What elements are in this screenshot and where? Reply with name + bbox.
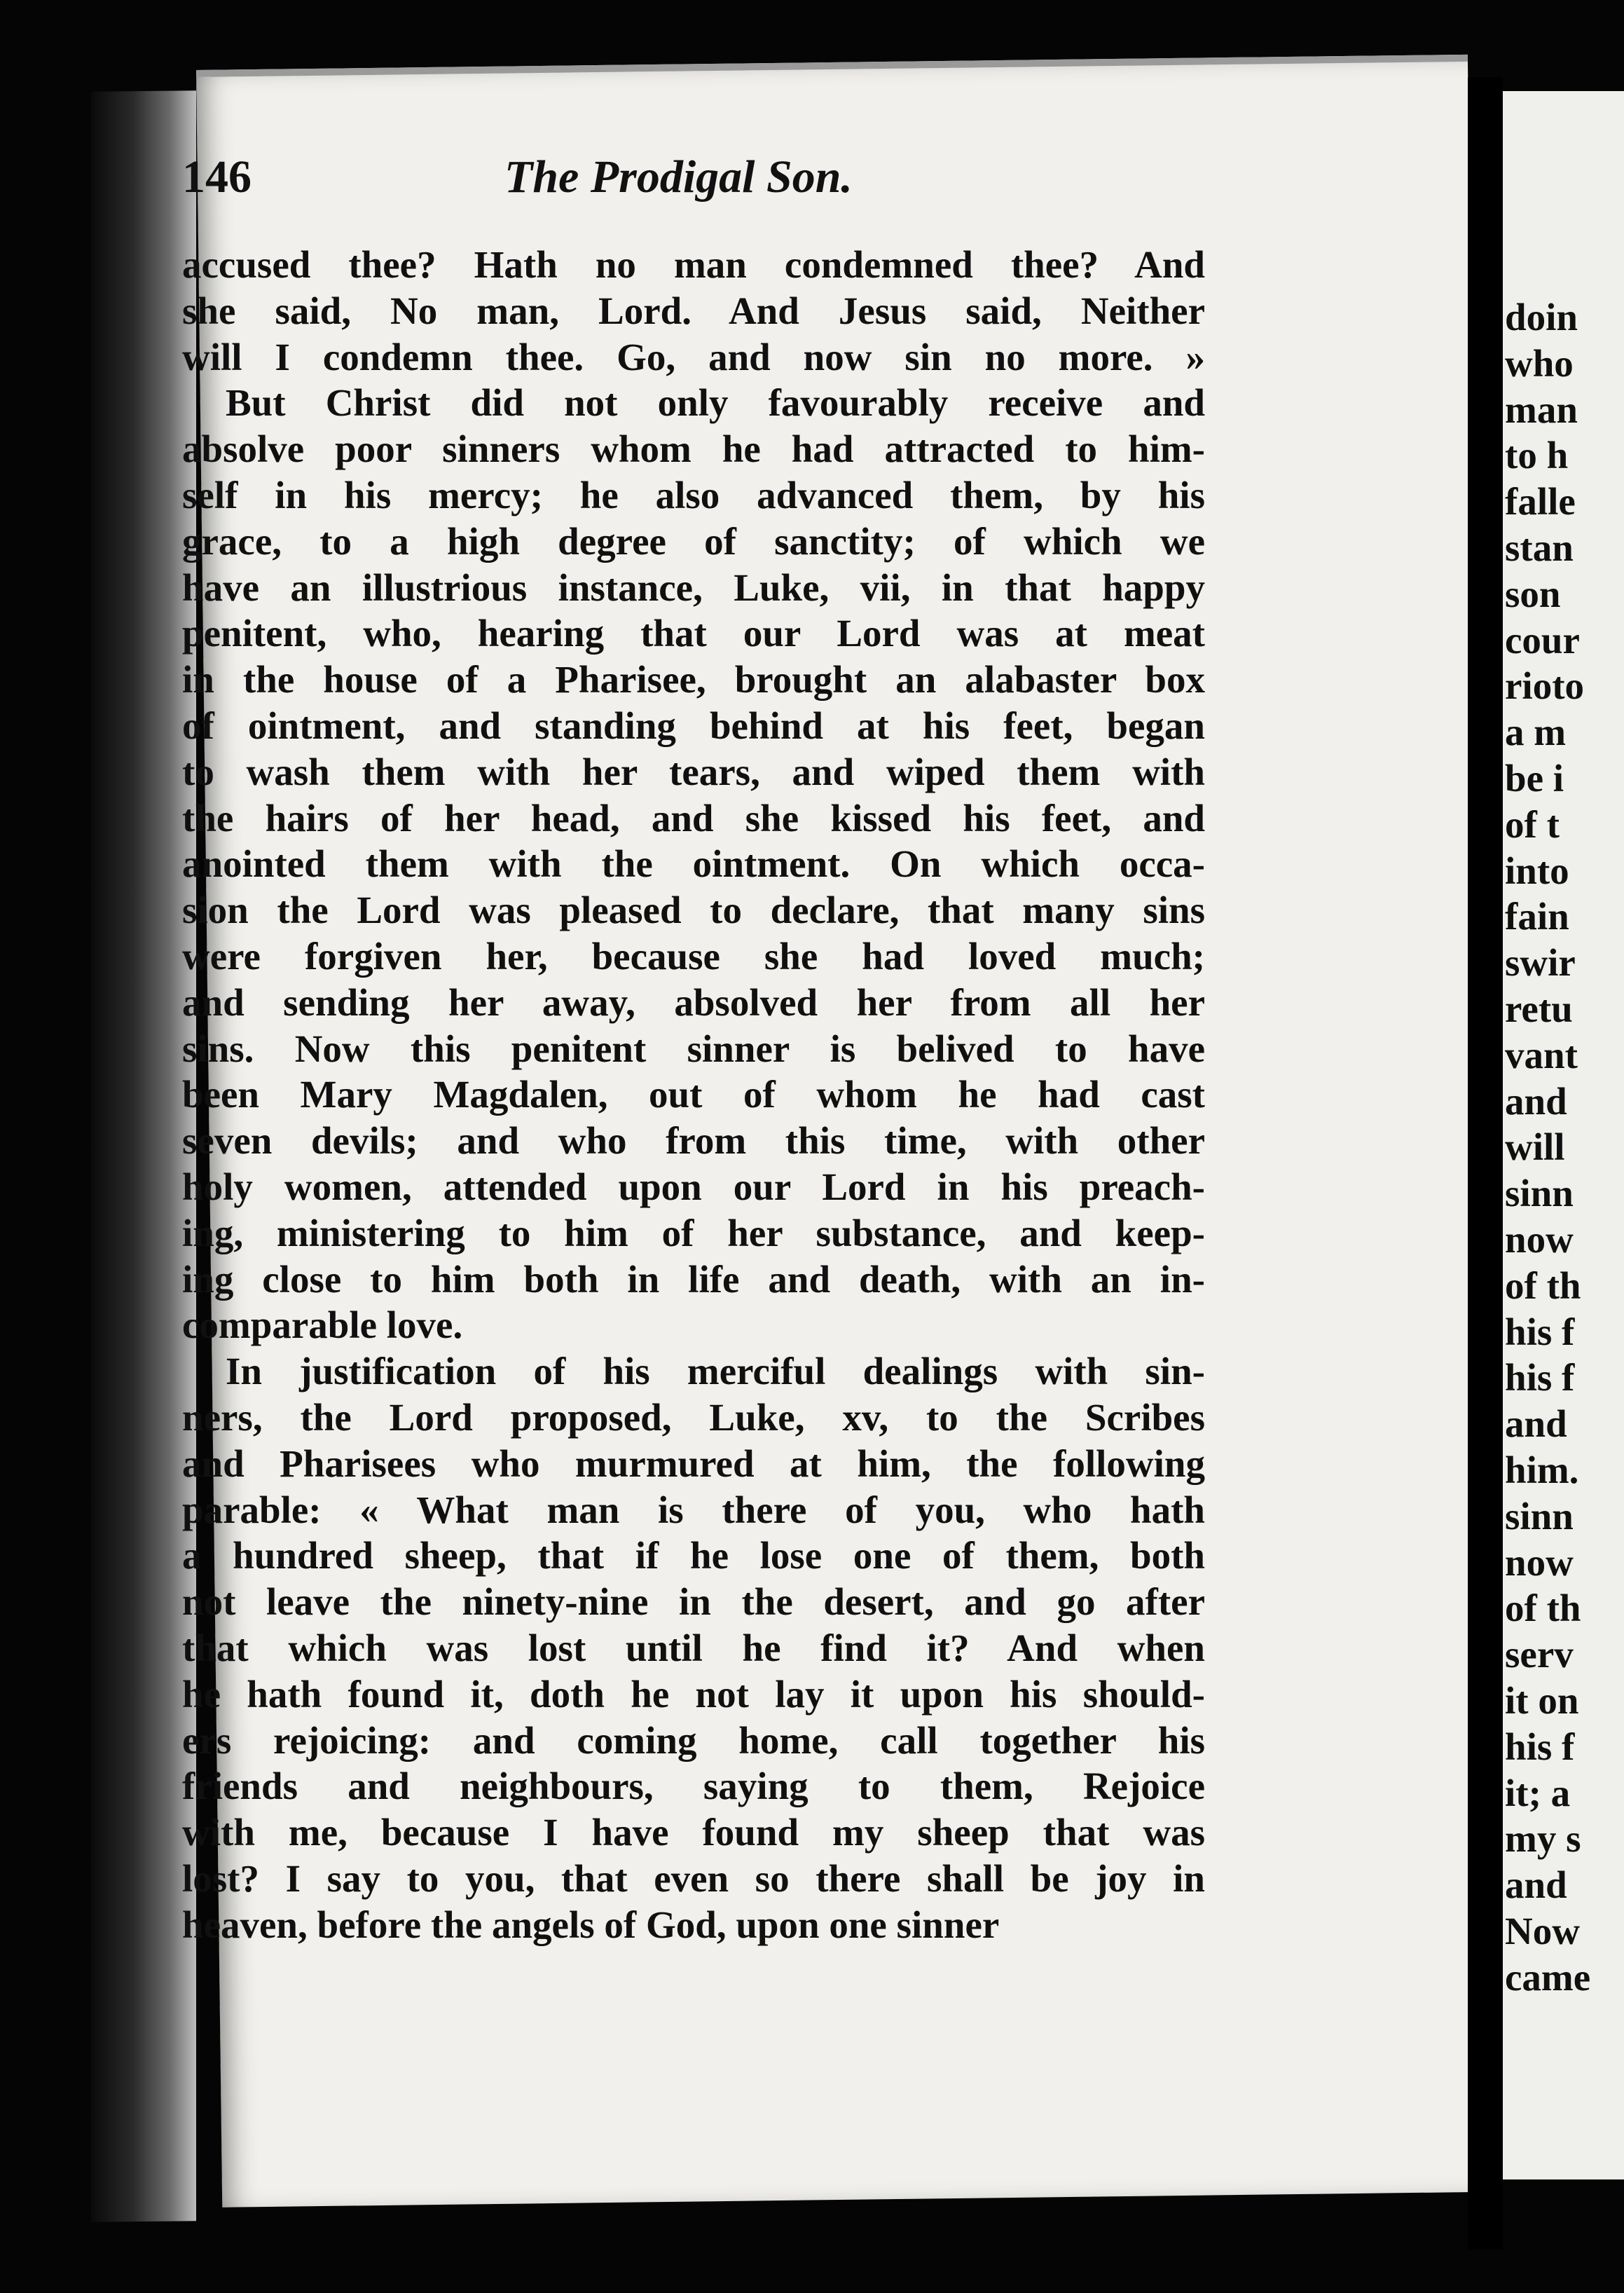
right-page-line: of t [1505,802,1560,846]
text-line: But Christ did not only favourably receive and [226,381,1205,425]
text-line: holy women, attended upon our Lord in his preach- [182,1165,1205,1208]
text-line: she said, No man, Lord. And Jesus said, Neither [182,289,1205,332]
text-line: absolve poor sinners whom he had attracted to him- [182,427,1205,471]
text-line: ners, the Lord proposed, Luke, xv, to the Scribes [182,1395,1205,1439]
text-line: were forgiven her, because she had loved much; [182,934,1205,978]
right-page-line: doin [1505,296,1578,338]
right-page-line: to h [1505,434,1569,477]
right-page-line: fain [1505,895,1569,938]
text-line: and sending her away, absolved her from all her [182,980,1205,1024]
text-line: sins. Now this penitent sinner is belived to have [182,1027,1205,1070]
text-line: ers rejoicing: and coming home, call together his [182,1718,1205,1762]
text-line: in the house of a Pharisee, brought an alabaster box [182,658,1205,701]
right-page-line: falle [1505,480,1576,523]
right-page-line: sinn [1505,1494,1574,1538]
right-page-line: and [1505,1402,1567,1446]
right-page-line: who [1505,341,1574,385]
text-line: parable: « What man is there of you, who hath [182,1488,1205,1531]
right-page-line: his f [1505,1310,1575,1353]
right-page-line: vant [1505,1033,1578,1076]
right-page-line: his f [1505,1356,1575,1399]
text-line: been Mary Magdalen, out of whom he had cast [182,1073,1205,1116]
right-page-text [1505,294,1624,2000]
right-page-line: his f [1505,1725,1575,1768]
book-spine-shadow [91,90,196,2222]
right-page-line: sinn [1505,1172,1574,1215]
right-page-line: stan [1505,526,1574,569]
right-page-line: now [1505,1217,1574,1261]
text-line: In justification of his merciful dealings with sin- [226,1350,1205,1393]
right-page-line: a m [1505,711,1567,754]
text-line: ing, ministering to him of her substance, and keep- [182,1211,1205,1254]
right-page-line: swir [1505,941,1576,985]
text-line: friends and neighbours, saying to them, Rejoice [182,1765,1205,1808]
right-page-line: man [1505,388,1578,431]
right-page-line: rioto [1505,664,1585,708]
text-line: anointed them with the ointment. On which occa- [182,842,1205,886]
page-header [182,151,1093,235]
text-line: of ointment, and standing behind at his feet, began [182,704,1205,747]
text-line: sion the Lord was pleased to declare, that many sins [182,889,1205,932]
body-text [182,242,1205,1948]
right-page-line: and [1505,1079,1567,1123]
text-line: heaven, before the angels of God, upon one sinner [182,1903,1000,1946]
text-line: he hath found it, doth he not lay it upon his should- [182,1672,1205,1716]
right-page-line: it; a [1505,1771,1571,1814]
right-page-line: retu [1505,987,1573,1030]
text-line: will I condemn thee. Go, and now sin no more. » [182,335,1205,378]
right-page-line: my s [1505,1817,1581,1861]
right-page-line: cour [1505,618,1580,662]
text-line: ing close to him both in life and death, with an in- [182,1257,1205,1301]
text-line: self in his mercy; he also advanced them, by his [182,473,1205,516]
right-page-line: him. [1505,1448,1579,1491]
text-line: to wash them with her tears, and wiped them with [182,750,1205,793]
text-line: penitent, who, hearing that our Lord was at meat [182,612,1205,655]
text-line: with me, because I have found my sheep that was [182,1811,1205,1854]
text-line: comparable love. [182,1303,463,1347]
text-line: accused thee? Hath no man condemned thee? And [182,243,1205,286]
text-line: have an illustrious instance, Luke, vii, in that happy [182,566,1205,609]
page-gutter [1468,77,1503,2250]
right-page-line: of th [1505,1587,1581,1630]
text-line: the hairs of her head, and she kissed his feet, and [182,796,1205,840]
text-line: lost? I say to you, that even so there shall be joy in [182,1856,1205,1900]
right-page-line: and [1505,1863,1567,1907]
right-page-line: it on [1505,1678,1579,1722]
right-page-line: serv [1505,1633,1574,1676]
right-page-line: Now [1505,1909,1580,1952]
right-page-line: be i [1505,756,1564,800]
right-page-line: into [1505,849,1569,892]
text-line: grace, to a high degree of sanctity; of which we [182,519,1205,563]
right-page-line: son [1505,572,1561,615]
right-page-line: came [1505,1955,1591,1999]
right-page-line: now [1505,1540,1574,1584]
running-title: The Prodigal Son. [504,151,853,203]
text-line: a hundred sheep, that if he lose one of them, both [182,1534,1205,1577]
right-page-line: of th [1505,1264,1581,1307]
text-line: seven devils; and who from this time, with other [182,1119,1205,1163]
right-page-line: will [1505,1125,1565,1169]
text-line: and Pharisees who murmured at him, the following [182,1442,1205,1485]
text-line: not leave the ninety-nine in the desert, and go after [182,1580,1205,1624]
text-line: that which was lost until he find it? And when [182,1626,1205,1669]
page-number: 146 [182,151,252,203]
